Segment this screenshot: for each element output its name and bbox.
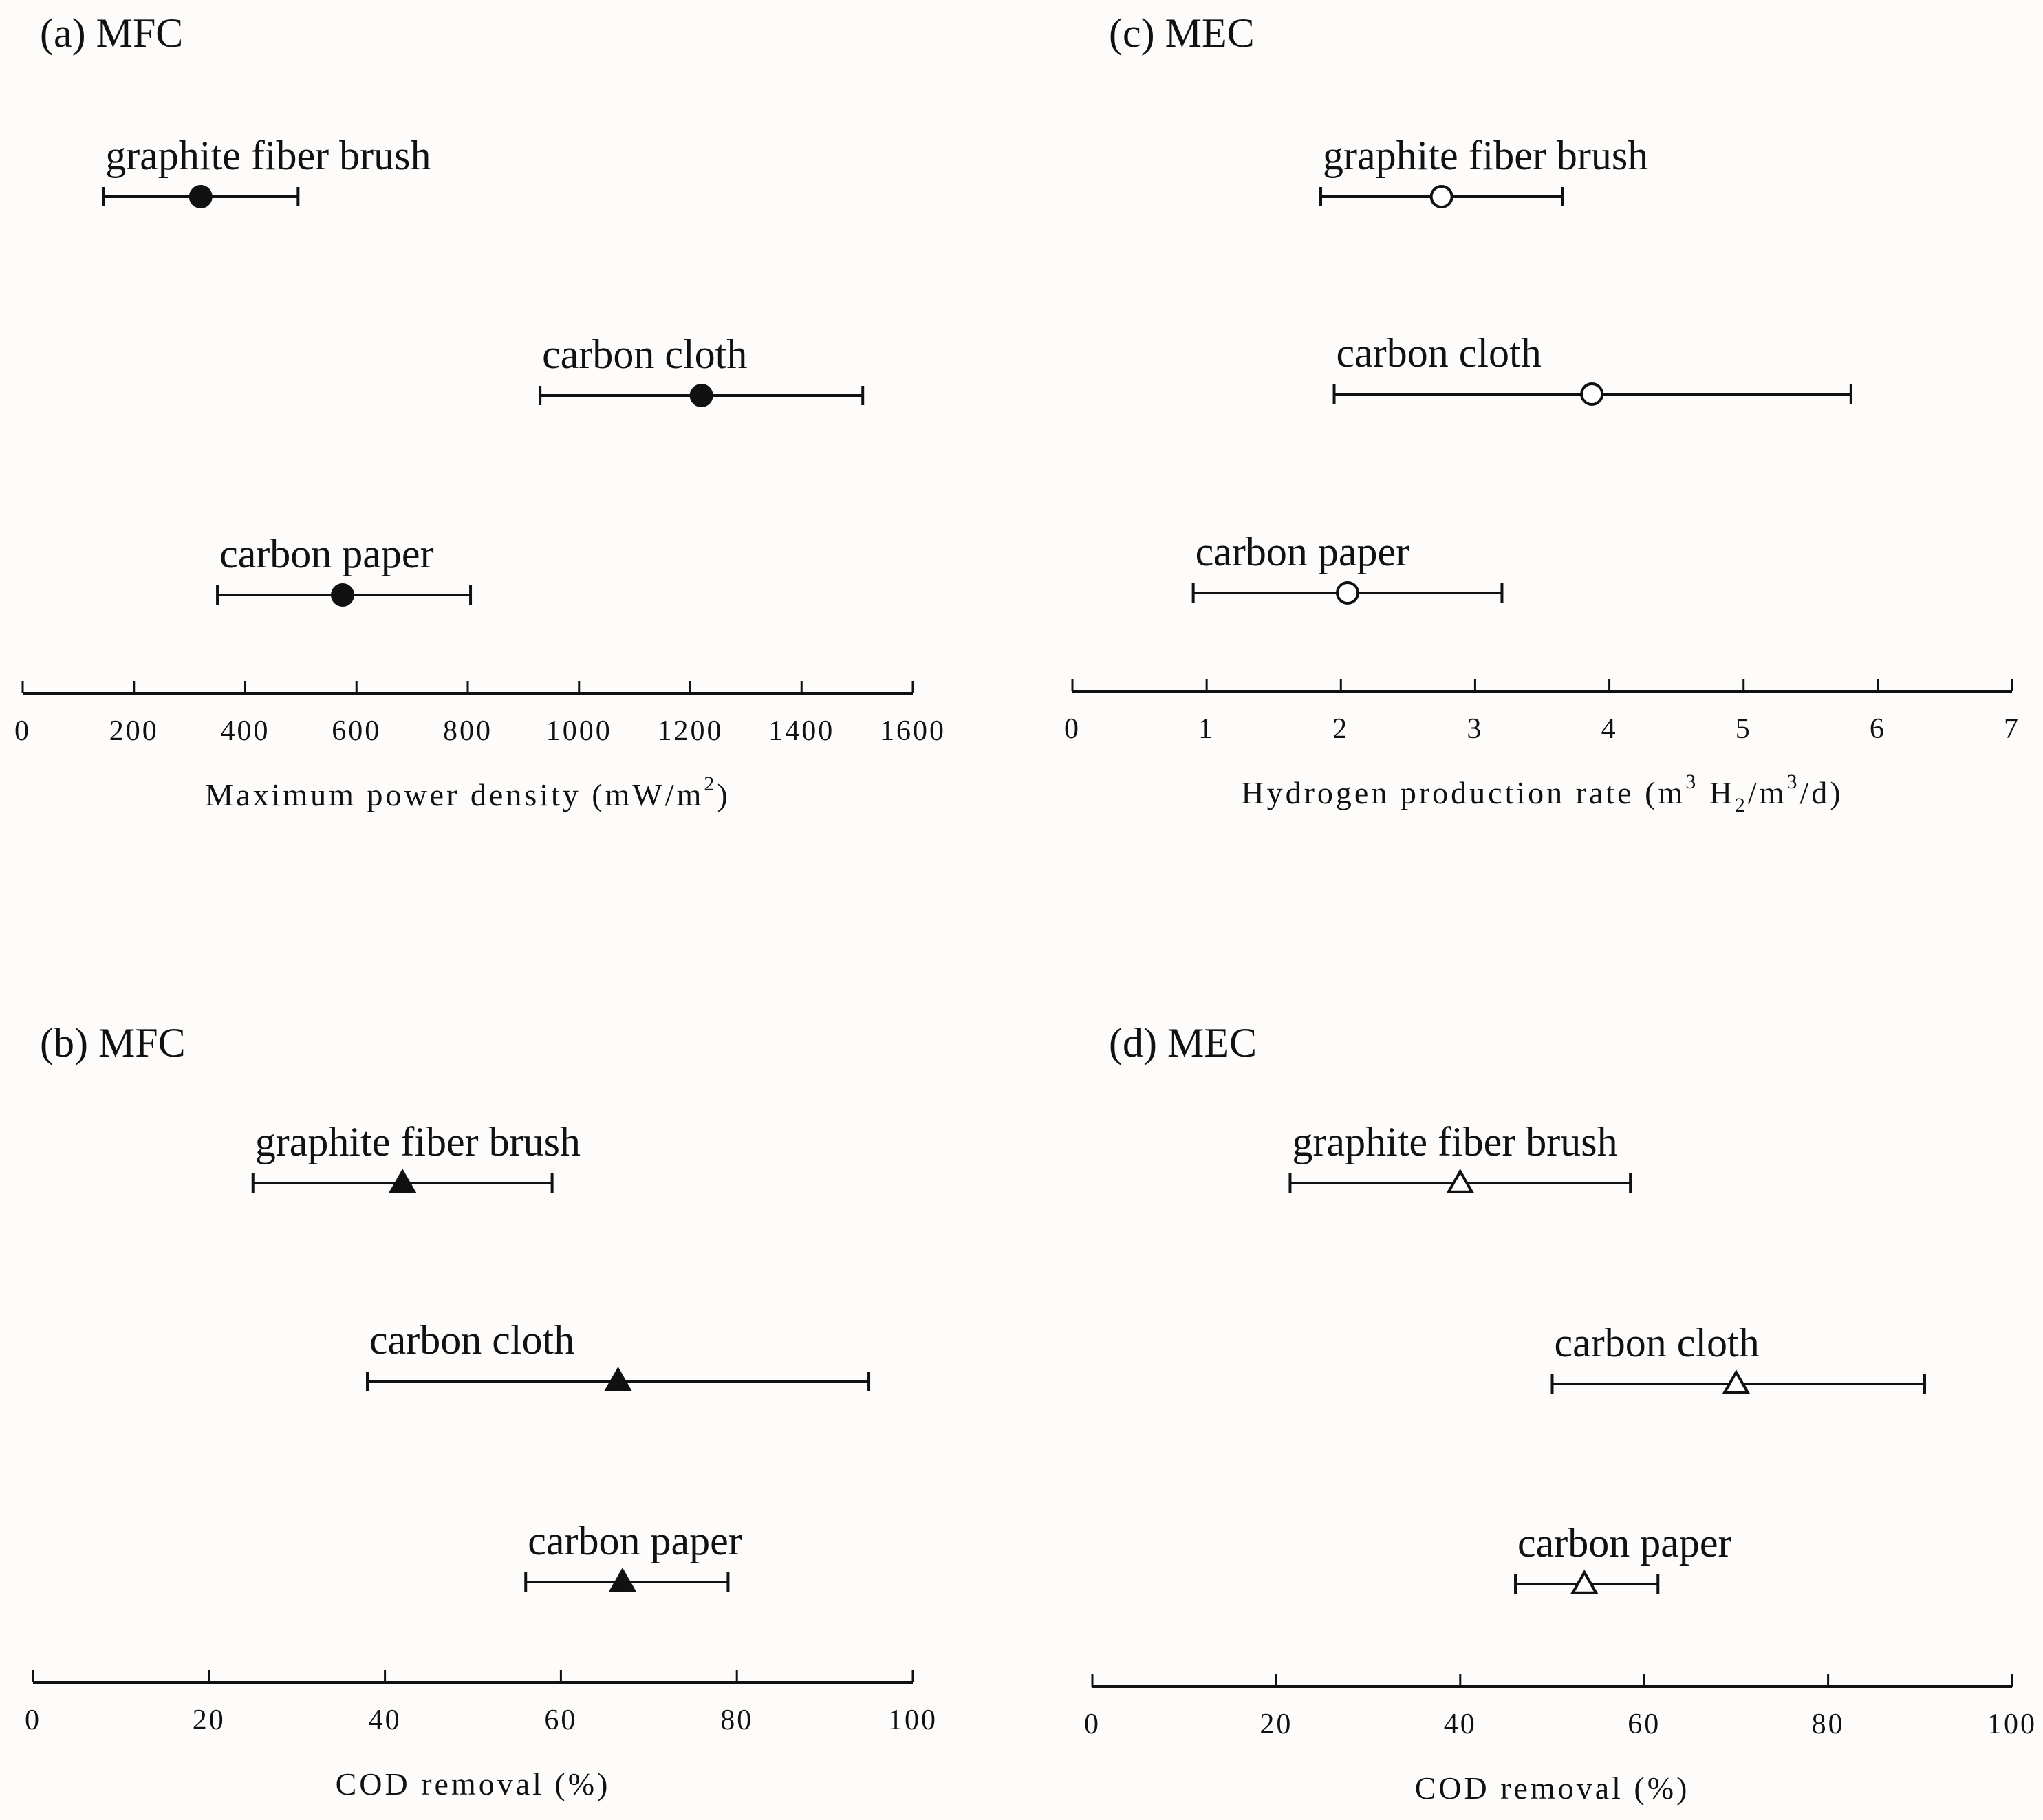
data-point [607,1369,630,1390]
x-tick-label: 60 [1628,1709,1661,1740]
x-axis-label [1415,1770,1690,1806]
axis-label-text: ) [717,777,731,812]
data-point [1337,583,1358,603]
x-tick-label: 0 [14,715,31,747]
x-axis-label [336,1766,611,1801]
axis-label-text: /d) [1799,775,1844,810]
panel-title: (d) MEC [1109,1020,1257,1065]
data-point [691,385,712,406]
x-tick-label: 400 [220,715,270,747]
axis-label-superscript: 3 [1786,770,1800,793]
axis-label-text: COD removal (%) [1414,1770,1690,1806]
x-tick-label: 100 [888,1704,938,1736]
axis-label-text: /m [1747,775,1787,810]
x-tick-label: 7 [2004,713,2020,745]
data-point [1725,1372,1748,1393]
x-tick-label: 0 [1064,713,1081,745]
axis-label-text: COD removal (%) [335,1766,611,1801]
x-tick-label: 6 [1869,713,1886,745]
x-tick-label: 60 [544,1704,578,1736]
panel-title: (c) MEC [1109,10,1255,56]
x-tick-label: 40 [1443,1709,1477,1740]
panel-title: (a) MFC [40,10,184,56]
category-label: carbon cloth [1554,1320,1760,1365]
axis-label-superscript: 3 [1685,770,1699,793]
x-tick-label: 20 [192,1704,226,1736]
x-tick-label: 80 [720,1704,754,1736]
data-point [1449,1171,1472,1192]
category-label: carbon paper [219,531,434,576]
category-label: carbon paper [1195,529,1410,574]
category-label: graphite fiber brush [1292,1119,1618,1164]
category-label: carbon paper [528,1518,742,1563]
x-tick-label: 1000 [545,715,612,747]
x-tick-label: 5 [1735,713,1752,745]
x-tick-label: 4 [1601,713,1618,745]
x-tick-label: 1200 [657,715,724,747]
category-label: carbon cloth [542,332,748,377]
x-tick-label: 1400 [768,715,835,747]
data-point [332,585,353,605]
category-label: graphite fiber brush [1323,133,1649,178]
x-tick-label: 1 [1198,713,1215,745]
chart-panel-d [1084,1020,2037,1806]
x-tick-label: 0 [1084,1709,1101,1740]
chart-panel-c [1064,10,2020,816]
x-tick-label: 80 [1811,1709,1845,1740]
x-tick-label: 800 [443,715,493,747]
data-point [1581,384,1602,404]
axis-label-subscript: 2 [1734,794,1748,816]
chart-panel-a [14,10,946,812]
x-axis-label [1241,770,1843,816]
axis-label-superscript: 2 [704,772,717,795]
x-tick-label: 40 [368,1704,402,1736]
x-tick-label: 1600 [880,715,946,747]
category-label: graphite fiber brush [105,133,431,178]
axis-label-text: H [1698,775,1735,810]
x-tick-label: 2 [1332,713,1350,745]
data-point [611,1570,634,1591]
panel-title: (b) MFC [40,1020,186,1065]
axis-label-text: Hydrogen production rate (m [1241,775,1686,810]
category-label: graphite fiber brush [255,1119,581,1164]
category-label: carbon cloth [1336,330,1542,376]
category-label: carbon cloth [369,1317,575,1363]
chart-panel-b [25,1020,938,1801]
x-tick-label: 3 [1467,713,1484,745]
data-point [1572,1572,1596,1593]
category-label: carbon paper [1517,1520,1732,1566]
x-tick-label: 0 [25,1704,41,1736]
x-tick-label: 100 [1987,1709,2037,1740]
data-point [1431,186,1452,207]
data-point [391,1171,414,1192]
data-point [191,186,211,207]
x-tick-label: 600 [332,715,382,747]
axis-label-text: Maximum power density (mW/m [205,777,704,812]
x-axis-label [205,772,730,812]
x-tick-label: 200 [109,715,159,747]
x-tick-label: 20 [1260,1709,1293,1740]
